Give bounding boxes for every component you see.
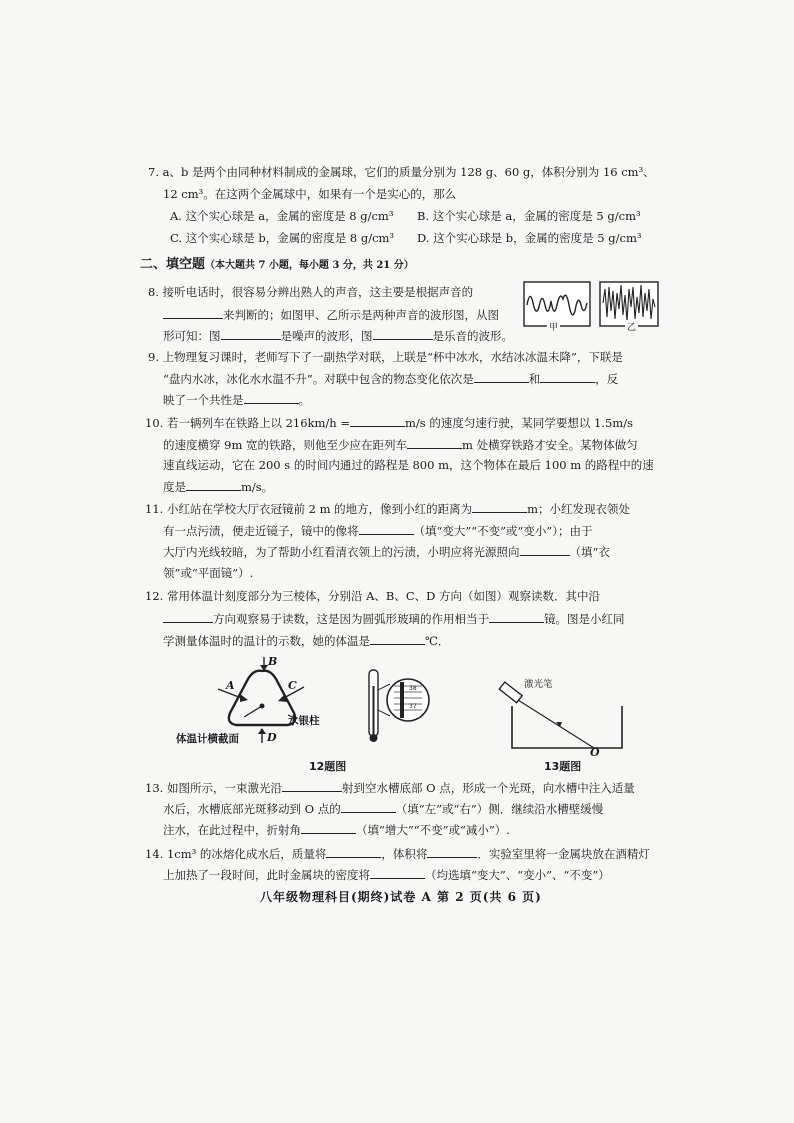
q11-number: 11. [145,502,164,516]
answer-blank[interactable] [472,500,527,513]
answer-blank[interactable] [341,800,396,813]
cross-section-label: 体温计横截面 [176,733,239,745]
laser-pen-label: 激光笔 [524,679,553,690]
answer-blank[interactable] [540,370,595,383]
answer-blank[interactable] [163,610,213,623]
q8-line2: 来判断的；如图甲、乙所示是两种声音的波形图，从图 [163,306,499,323]
direction-a-label: A [226,679,235,692]
q8-line3: 形可知：图 是噪声的波形，图 是乐音的波形。 [163,329,513,343]
q10-line2: 的速度横穿 9m 宽的铁路，则他至少应在距列车 m 处横穿铁路才安全。某物体做匀 [163,438,638,452]
answer-blank[interactable] [427,845,477,858]
q9-line3: 映了一个共性是 。 [163,393,310,407]
q10-line1: 10. 若一辆列车在铁路上以 216km/h = m/s 的速度匀速行驶，某同学要想以 1.5m/s [145,416,633,430]
q8-line1: 8. 接听电话时，很容易分辨出熟人的声音，这主要是根据声音的 [148,285,474,299]
waveform-yi-label: 乙 [625,320,638,333]
q13-line2: 水后，水槽底部光斑移动到 O 点的 （填“左”或“右”）侧．继续沿水槽壁缓慢 [163,802,604,816]
q7-option-d: D. 这个实心球是 b，金属的密度是 5 g/cm³ [417,231,642,245]
thermometer-section-figure [170,655,350,747]
svg-text:37: 37 [409,703,417,710]
q14-number: 14. [145,847,164,861]
answer-blank[interactable] [370,632,425,645]
q10-line3: 速直线运动，它在 200 s 的时间内通过的路程是 800 m，这个物体在最后 100 m 的路程中的速 [163,458,654,472]
answer-blank[interactable] [474,370,529,383]
q14-line2: 上加热了一段时间，此时金属块的密度将 （均选填“变大”、“变小”、“不变”） [163,868,610,882]
q12-figure-caption: 12题图 [309,760,347,773]
q12-line2: 方向观察易于读数，这是因为圆弧形玻璃的作用相当于 镜。图是小红同 [163,610,625,627]
answer-blank[interactable] [520,543,570,556]
answer-blank[interactable] [221,327,281,340]
mercury-column-label: 水银柱 [288,715,320,727]
direction-c-label: C [288,679,297,692]
q13-line3: 注水，在此过程中，折射角 （填“增大”“不变”或“减小”）. [163,823,510,837]
section-title: 二、填空题 [140,257,206,272]
q8-number: 8. [148,285,159,299]
q7-number: 7. [148,165,159,179]
waveform-jia-label: 甲 [547,320,560,333]
point-o-label: O [590,746,600,759]
q11-line1: 11. 小红站在学校大厅衣冠镜前 2 m 的地方，像到小红的距离为 m；小红发现衣领处 [145,502,631,516]
q12-number: 12. [145,589,164,603]
waveform-yi-figure [599,281,659,334]
answer-blank[interactable] [350,414,405,427]
laser-tank-figure [496,670,646,758]
q11-line2: 有一点污渍，便走近镜子，镜中的像将 （填“变大”“不变”或“变小”）；由于 [163,524,593,538]
q7-option-c: C. 这个实心球是 b，金属的密度是 8 g/cm³ [170,231,395,245]
thermometer-reading-figure [364,668,434,748]
q10-number: 10. [145,416,164,430]
q7-line2: 12 cm³。在这两个金属球中，如果有一个是实心的，那么 [163,187,457,201]
q12-line3: 学测量体温时的温计的示数，她的体温是 ℃． [163,634,450,648]
answer-blank[interactable] [373,327,433,340]
thermometer-reading-graphic [364,668,434,748]
answer-blank[interactable] [407,436,462,449]
q9-line2: “盘内水冰，冰化水水温不升”。对联中包含的物态变化依次是 和 ，反 [163,372,619,386]
q9-line1: 9. 上物理复习课时，老师写下了一副热学对联，上联是“杯中冰水，水结冰冰温未降”，下联是 [148,350,623,364]
q13-number: 13. [145,781,164,795]
q12-line1: 12. 常用体温计刻度部分为三棱体，分别沿 A、B、C、D 方向（如图）观察读数．其中沿 [145,589,601,603]
answer-blank[interactable] [301,821,356,834]
laser-tank-graphic [496,670,646,758]
svg-text:38: 38 [409,685,417,692]
answer-blank[interactable] [359,522,414,535]
section-note: （本大题共 7 小题，每小题 3 分，共 21 分） [205,260,414,271]
answer-blank[interactable] [186,478,241,491]
q7-line1: 7. a、b 是两个由同种材料制成的金属球，它们的质量分别为 128 g、60 g，体积分别为 16 cm³、 [148,165,655,179]
page-footer: 八年级物理科目(期终)试卷 A 第 2 页(共 6 页) [260,890,542,904]
answer-blank[interactable] [163,306,223,319]
q7-option-b: B. 这个实心球是 a，金属的密度是 5 g/cm³ [417,209,641,223]
direction-d-label: D [267,731,277,744]
answer-blank[interactable] [326,845,381,858]
waveform-jia-figure [523,281,591,334]
answer-blank[interactable] [244,391,299,404]
q13-line1: 13. 如图所示，一束激光沿 射到空水槽底部 O 点，形成一个光斑，向水槽中注入适量 [145,781,635,795]
section-2-header [140,256,414,274]
q10-line4: 度是 m/s。 [163,480,274,494]
q14-line1: 14. 1cm³ 的冰熔化成水后，质量将 ，体积将 ．实验室里将一金属块放在酒精灯 [145,847,650,861]
q11-line4: 领”或“平面镜”）. [163,566,254,580]
answer-blank[interactable] [282,779,342,792]
direction-b-label: B [268,655,278,668]
q13-figure-caption: 13题图 [544,760,582,773]
q11-line3: 大厅内光线较暗，为了帮助小红看清衣领上的污渍，小明应将光源照向 （填“衣 [163,545,610,559]
answer-blank[interactable] [370,866,425,879]
q7-option-a: A. 这个实心球是 a，金属的密度是 8 g/cm³ [170,209,394,223]
answer-blank[interactable] [489,610,544,623]
q9-number: 9. [148,350,159,364]
